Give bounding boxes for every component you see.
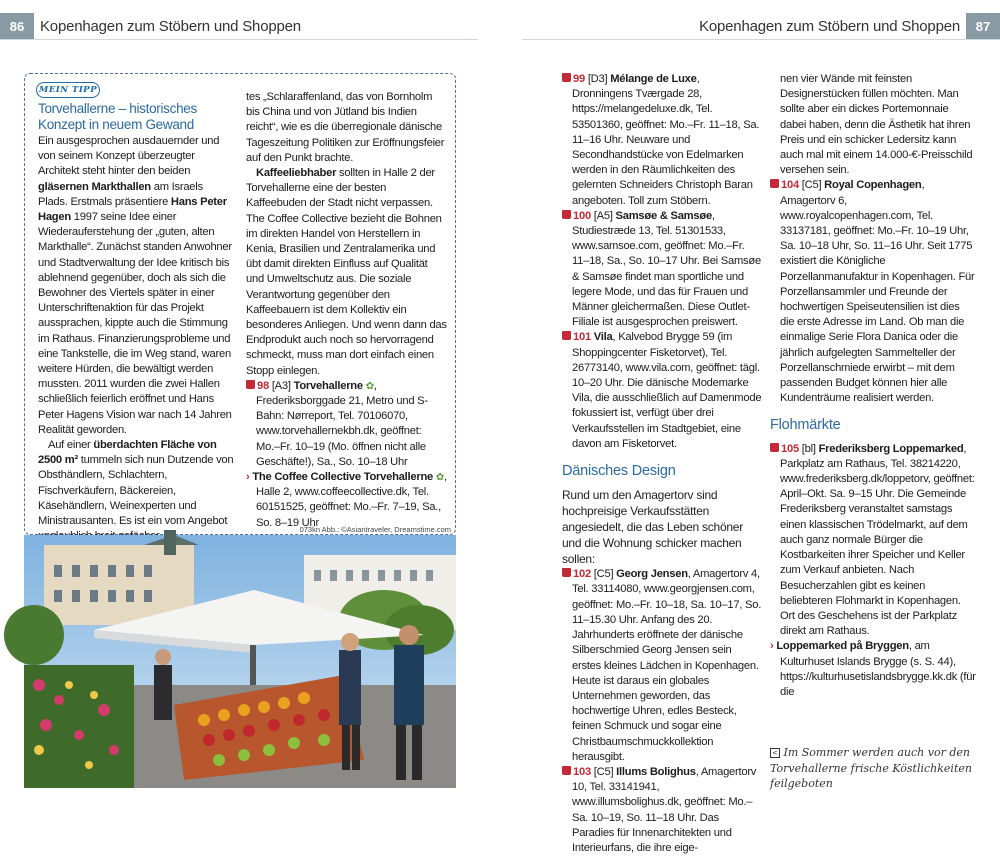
entry-coffee — [246, 470, 448, 531]
map-ref: [C5] — [801, 179, 822, 192]
shopping-bag-icon — [770, 443, 779, 452]
photo-caption — [770, 745, 976, 792]
entry-number: 101 — [573, 331, 591, 344]
entry-103 — [562, 765, 762, 856]
text-run: sollten in Halle 2 der Torvehallerne eine der besten Kaffeebuden der Stadt nicht verpassen. The Coffee Collective bezieht die Bohnen im direkten Handel von Herstellern in Kenia, Brasilien und Zentralamerika und übt damit direkten Einfluss auf Qualität und Umweltschutz aus. Die soziale Verantwortung gegenüber den Kaffeebauern ist dem Kollektiv ein besonderes Anliegen. Und wenn dann das Endprodukt auch noch so hervorragend schmeckt, muss man dort einfach einen Stopp einlegen. — [246, 167, 447, 377]
left-page-number: 86 — [0, 13, 34, 39]
map-ref: [A5] — [593, 209, 613, 222]
entry-text: , Dronningens Tværgade 28, https://melangedeluxe.dk, Tel. 53501360, geöffnet: Mo.–Fr. 11–18, Sa. 11–16 Uhr. Neuware und Secondhandstücke von Edelmarken werden in den Räumlichkeiten des gelernten Schneiders Christoph Baran angeboten. Toll zum Stöbern. — [572, 73, 760, 207]
shopping-bag-icon — [562, 331, 571, 340]
left-running-title: Kopenhagen zum Stöbern und Shoppen — [40, 17, 301, 35]
bold-run: Hans Peter Hagen — [38, 195, 227, 224]
map-ref: [D3] — [587, 73, 608, 85]
entry-name: Georg Jensen — [616, 568, 688, 581]
tip-column-2 — [246, 90, 448, 531]
entry-name: Illums Bolighus — [616, 765, 696, 778]
entry-number: 104 — [781, 179, 799, 192]
entry-number: 103 — [573, 765, 591, 778]
entry-99 — [562, 72, 762, 209]
entry-number: 102 — [573, 568, 591, 581]
caption-text: Im Sommer werden auch vor den Torvehallerne frische Köstlichkeiten feilgeboten — [770, 746, 972, 790]
right-page-number: 87 — [966, 13, 1000, 39]
map-ref: [A3] — [271, 379, 291, 392]
entry-name: Royal Copenhagen — [824, 179, 922, 192]
tip-title — [38, 101, 238, 133]
text-run: am Israels Plads. Erstmals präsentiere — [38, 180, 203, 208]
entry-100 — [562, 209, 762, 331]
tip-column-1 — [38, 134, 234, 544]
entry-name: Loppemarked på Bryggen — [776, 640, 909, 653]
tip-title-line2: Konzept in neuem Gewand — [38, 117, 194, 132]
entry-name: Mélange de Luxe — [610, 73, 697, 85]
text-run: Ein ausgesprochen ausdauernder und von seinem Konzept überzeugter Architekt steht hinter den beiden — [38, 135, 220, 178]
mein-tipp-badge: MEIN TIPP — [36, 82, 100, 98]
tip-paragraph-3: tes „Schlaraffenland, das von Bornholm bis China und von Jütland bis Indien reicht“, wie es die überregionale dänische Tageszeitung Politiken zur Eröffnungsfeier auf den Punkt brachte. — [246, 91, 445, 164]
header-rule-right — [522, 39, 1000, 40]
entry-number: 100 — [573, 209, 591, 222]
entry-text: , am Kulturhuset Islands Brygge (s. S. 44), https://kulturhusetislandsbrygge.kk.dk (für die — [780, 640, 976, 698]
entry-text: , Studiestræde 13, Tel. 51301533, www.samsoe.com, geöffnet: Mo.–Fr. 11–18, Sa., So. 10–17 Uhr. Bei Samsøe & Samsøe findet man sportliche und legere Mode, und das für Frauen und Männer gleichermaßen. Diese Outlet-Filiale ist ausgesprochen preiswert. — [572, 209, 761, 329]
entry-name: The Coffee Collective Torvehallerne — [252, 471, 434, 484]
entry-name: Torvehallerne — [293, 379, 363, 392]
tip-paragraph-4 — [246, 166, 448, 379]
left-page-header — [0, 13, 301, 39]
entry-number: 98 — [257, 379, 269, 392]
entry-104 — [770, 178, 976, 406]
photo-credit: 073kn Abb.: ©Asiantraveler, Dreamstime.com — [299, 525, 451, 534]
entry-name: Samsøe & Samsøe — [615, 209, 712, 222]
bold-run: Kaffeeliebhaber — [256, 167, 337, 180]
bold-run: gläsernen Markthallen — [38, 180, 151, 193]
shopping-bag-icon — [562, 766, 571, 775]
shopping-bag-icon — [246, 380, 255, 389]
shopping-bag-icon — [562, 73, 571, 82]
shopping-bag-icon — [562, 210, 571, 219]
right-column-1 — [562, 72, 762, 856]
continued-paragraph: nen vier Wände mit feinsten Designerstücken füllen möchten. Man sollte aber ein dickes Portemonnaie dabei haben, denn die Ästhetik hat ihren Preis und ein schicker Ledersitz kann auch mal mit einem 14.000-€-Preisschild versehen sein. — [780, 73, 973, 177]
entry-text: , Amagertorv 6, www.royalcopenhagen.com, Tel. 33137181, geöffnet: Mo.–Fr. 10–19 Uhr, Sa. 10–18 Uhr, So. 11–16 Uhr. Seit 1775 existiert die Königliche Porzellanmanufaktur in Kopenhagen. Für Porzellansammler und Freunde der hochwertigen Speiseutensilien ist dies die erste Adresse im Land. Ob man die einmalige Serie Flora Danica oder die jährlich aufgelegten Sammelteller der Porzellanschmiede erwirbt – mit dem passenden Budget können hier alle Kundenträume realisiert werden. — [780, 179, 975, 405]
right-column-2 — [770, 72, 976, 700]
market-photo — [24, 535, 456, 788]
entry-name: Vila — [593, 331, 613, 344]
tip-title-line1: Torvehallerne – historisches — [38, 101, 197, 116]
arrow-icon: › — [770, 640, 774, 653]
entry-98 — [246, 379, 448, 470]
entry-name: Frederiksberg Loppemarked — [818, 442, 964, 455]
map-ref: [C5] — [593, 765, 614, 778]
right-running-title: Kopenhagen zum Stöbern und Shoppen — [699, 17, 960, 35]
caption-arrow-icon: < — [770, 748, 780, 758]
entry-text: , Kalvebod Brygge 59 (im Shoppingcenter Fisketorvet), Tel. 26773140, www.vila.com, geöffnet: tägl. 10–20 Uhr. Die dänische Modemarke Vila, die ausschließlich auf Damenmode fokussiert ist, verfügt über drei Verkaufsstellen im Stadtgebiet, eine davon am Fisketorvet. — [572, 331, 762, 450]
bold-run: überdachten Fläche von 2500 m² — [38, 439, 217, 467]
entry-text: , Amagertorv 4, Tel. 33114080, www.georgjensen.com, geöffnet: Mo.–Fr. 10–18, Sa. 10–17, So. 11–15.30 Uhr. Anfang des 20. Jahrhunderts eröffnete der dänische Silberschmied Georg Jensen sein erstes kleines Lädchen in Kopenhagen. Heute ist daraus ein globales Unternehmen geworden, das hochwertige Uhren, edles Besteck, feinen Schmuck und sogar eine Christbaumschmuckkollektion herausgibt. — [572, 568, 762, 763]
text-run: tummeln sich nun Dutzende von Obsthändlern, Schlachtern, Fischverkäufern, Bäckereien, Käsehändlern, Weinexperten und Ministrausanten. Es ist ein vom Angebot — [38, 454, 234, 528]
entry-number: 99 — [573, 73, 585, 85]
entry-loppe — [770, 639, 976, 700]
shopping-bag-icon — [770, 179, 779, 188]
arrow-icon: › — [246, 471, 250, 484]
section-heading-flohmarkt: Flohmärkte — [770, 417, 841, 434]
section-heading-design: Dänisches Design — [562, 463, 676, 480]
right-page-header — [699, 13, 1000, 39]
entry-101 — [562, 330, 762, 452]
market-photo-illustration — [24, 535, 456, 788]
entry-text: , Halle 2, www.coffeecollective.dk, Tel. 60151525, geöffnet: Mo.–Fr. 7–19, Sa., So. 8–19 Uhr — [256, 471, 447, 529]
entry-102 — [562, 567, 762, 765]
tip-paragraph-1 — [38, 134, 234, 438]
shopping-bag-icon — [562, 568, 571, 577]
eco-leaf-icon: ✿ — [435, 472, 445, 484]
eco-leaf-icon: ✿ — [365, 380, 374, 392]
design-intro: Rund um den Amagertorv sind hochpreisige Verkaufsstätten angesiedelt, die das Leben schöner und die Wohnung schicker machen sollen: — [562, 488, 743, 567]
entry-105 — [770, 442, 976, 640]
entry-text: , Parkplatz am Rathaus, Tel. 38214220, www.frederiksberg.dk/loppetorv, geöffnet: April–Okt. Sa. 9–15 Uhr. Die Gemeinde Frederiksberg veranstaltet samstags einen klassischen Trödelmarkt, auf dem auch ganz normale Bürger die Kostbarkeiten ihrer Speicher und Keller zum Verkauf anbieten. Nach Besucherzahlen gibt es keinen beliebteren Flohmarkt in Kopenhagen. Ort des Geschehens ist der Parkplatz direkt am Rathaus. — [780, 442, 975, 638]
entry-text: , Amagertorv 10, Tel. 33141941, www.illumsbolighus.dk, geöffnet: Mo.–Sa. 10–19, So. 11–18 Uhr. Das Paradies für Innenarchitekten und Interieurfans, die ihre eige- — [572, 765, 757, 854]
text-run: Auf einer — [48, 439, 94, 452]
text-run: 1997 seine Idee einer Wiederauferstehung der „guten, alten Markthalle“. Zunächst standen Anwohner und Stadtverwaltung der Idee kritisch bis ablehnend gegenüber, doch als sich die Bewohner des Viertels später in einer Unterschriftenaktion für das Projekt aussprachen, kippte auch die Stimmung im Rathaus. Finanzierungsprobleme und eine Tankstelle, die im Weg stand, waren weitere Hürden, die bewältigt werden mussten. 2011 wurden die zwei Hallen schließlich feierlich eröffnet und Hans Peter Hagens Vision war nach 14 Jahren Realität geworden. — [38, 211, 232, 436]
header-rule-left — [0, 39, 478, 40]
entry-number: 105 — [781, 442, 799, 455]
entry-text: , Frederiksborggade 21, Metro und S-Bahn: Nørreport, Tel. 70106070, www.torvehallernekbh.dk, geöffnet: Mo.–Fr. 10–19 (Mo. öffnen nicht alle Geschäfte!), Sa., So. 10–18 Uhr — [256, 379, 428, 468]
map-ref: [C5] — [593, 568, 614, 581]
tip-paragraph-2 — [38, 438, 234, 544]
map-ref: [bl] — [801, 442, 816, 455]
